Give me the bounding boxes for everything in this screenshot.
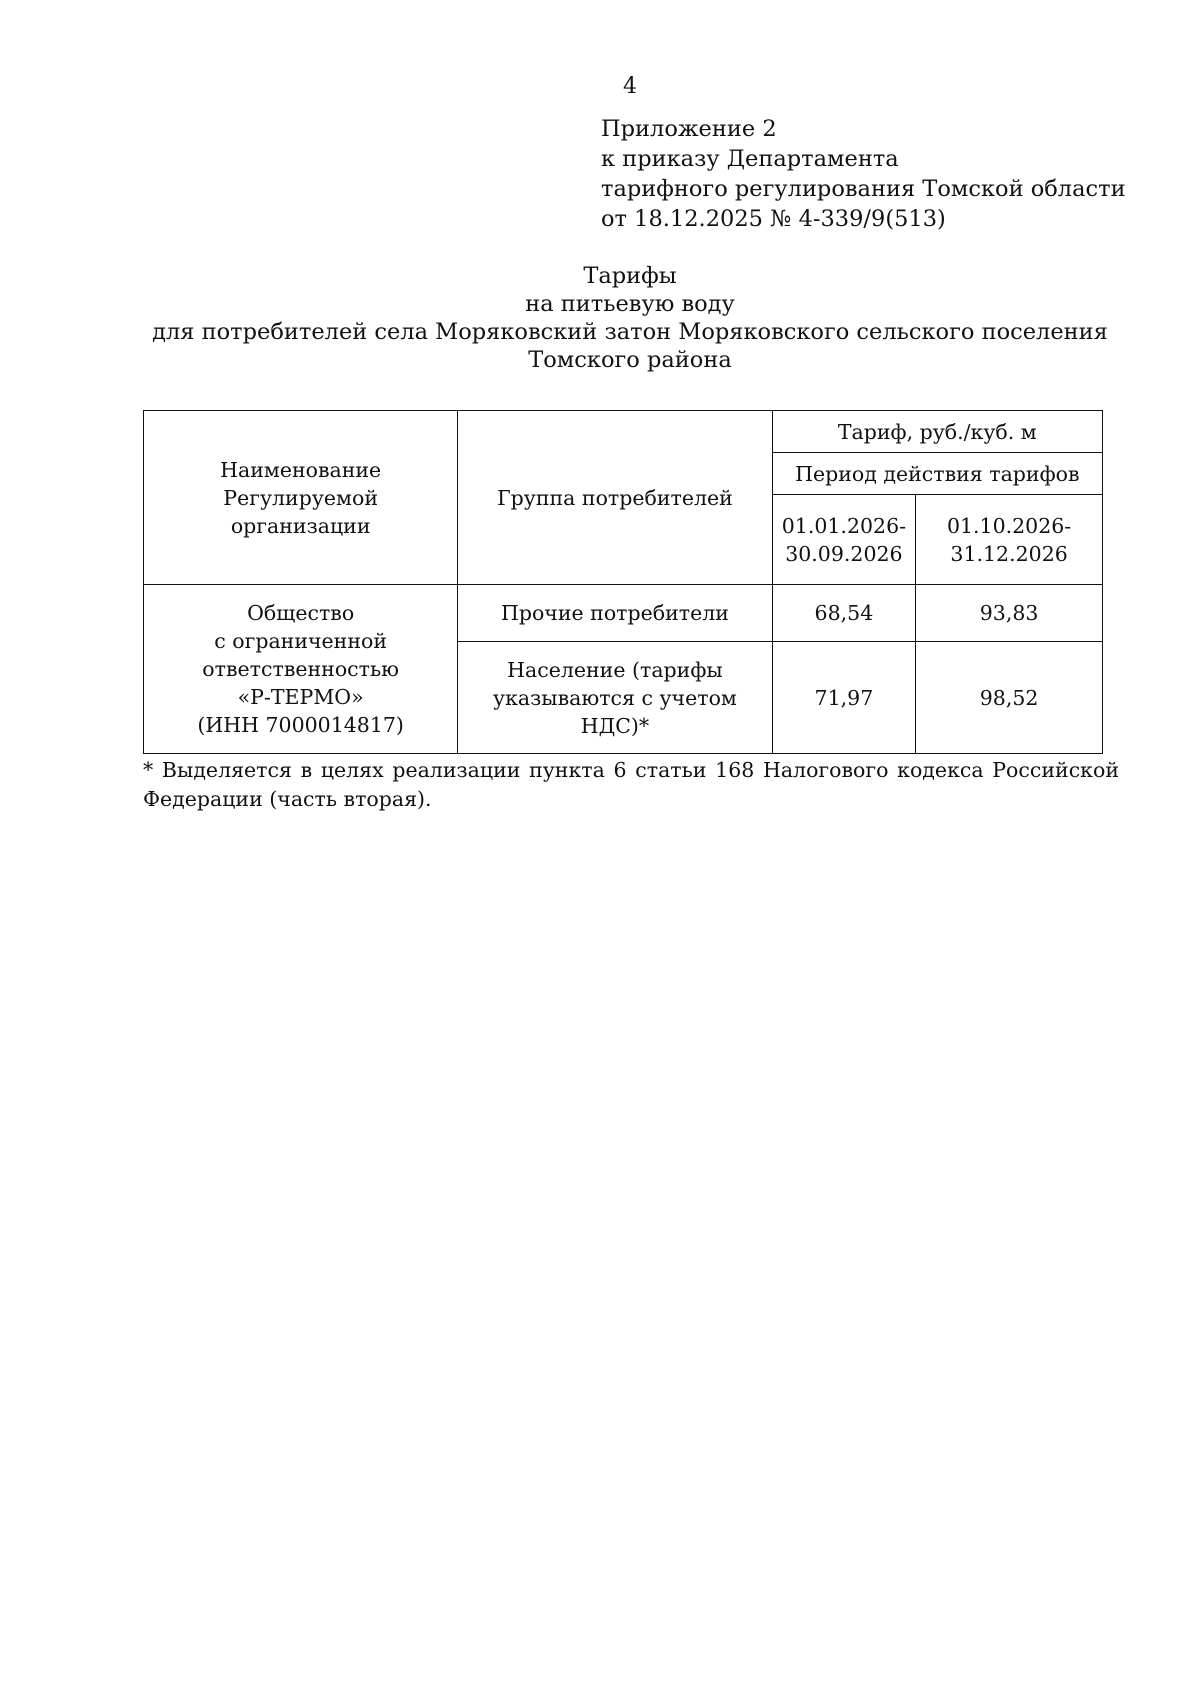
header-period: Период действия тарифов — [772, 453, 1102, 495]
table-header-row — [144, 411, 1103, 453]
consumer-group-cell: Население (тарифы указываются с учетом НДС)* — [458, 642, 772, 754]
appendix-line-3: тарифного регулирования Томской области — [601, 176, 1126, 202]
organization-cell — [144, 585, 458, 754]
page-number: 4 — [623, 74, 637, 99]
tariff-table — [143, 410, 1103, 754]
header-tariff-unit: Тариф, руб./куб. м — [772, 411, 1102, 453]
title-line-2: на питьевую воду — [525, 291, 735, 317]
organization-line-3: ответственностью — [202, 657, 399, 681]
organization-line-4: «Р-ТЕРМО» — [237, 685, 364, 709]
document-title — [100, 262, 1160, 374]
header-org-name: Наименование Регулируемой организации — [144, 411, 458, 585]
title-line-4: Томского района — [528, 347, 732, 373]
title-line-3: для потребителей села Моряковский затон Моряковского сельского поселения — [152, 319, 1108, 345]
table-row — [144, 585, 1103, 642]
title-line-1: Тарифы — [583, 263, 677, 289]
tariff-value-cell: 93,83 — [916, 585, 1103, 642]
tariff-value-cell: 68,54 — [772, 585, 916, 642]
appendix-line-1: Приложение 2 — [601, 116, 777, 142]
organization-line-1: Общество — [247, 601, 355, 625]
organization-line-2: с ограниченной — [214, 629, 388, 653]
tariff-value-cell: 71,97 — [772, 642, 916, 754]
consumer-group-cell: Прочие потребители — [458, 585, 772, 642]
appendix-reference — [601, 114, 1126, 234]
tariff-value-cell: 98,52 — [916, 642, 1103, 754]
organization-line-5: (ИНН 7000014817) — [197, 713, 404, 737]
footnote: * Выделяется в целях реализации пункта 6 статьи 168 Налогового кодекса Российской Федерации (часть вторая). — [143, 758, 1119, 811]
appendix-line-4: от 18.12.2025 № 4-339/9(513) — [601, 206, 946, 232]
header-period-2: 01.10.2026-31.12.2026 — [916, 495, 1103, 585]
header-period-1: 01.01.2026-30.09.2026 — [772, 495, 916, 585]
header-consumer-group: Группа потребителей — [458, 411, 772, 585]
appendix-line-2: к приказу Департамента — [601, 146, 899, 172]
